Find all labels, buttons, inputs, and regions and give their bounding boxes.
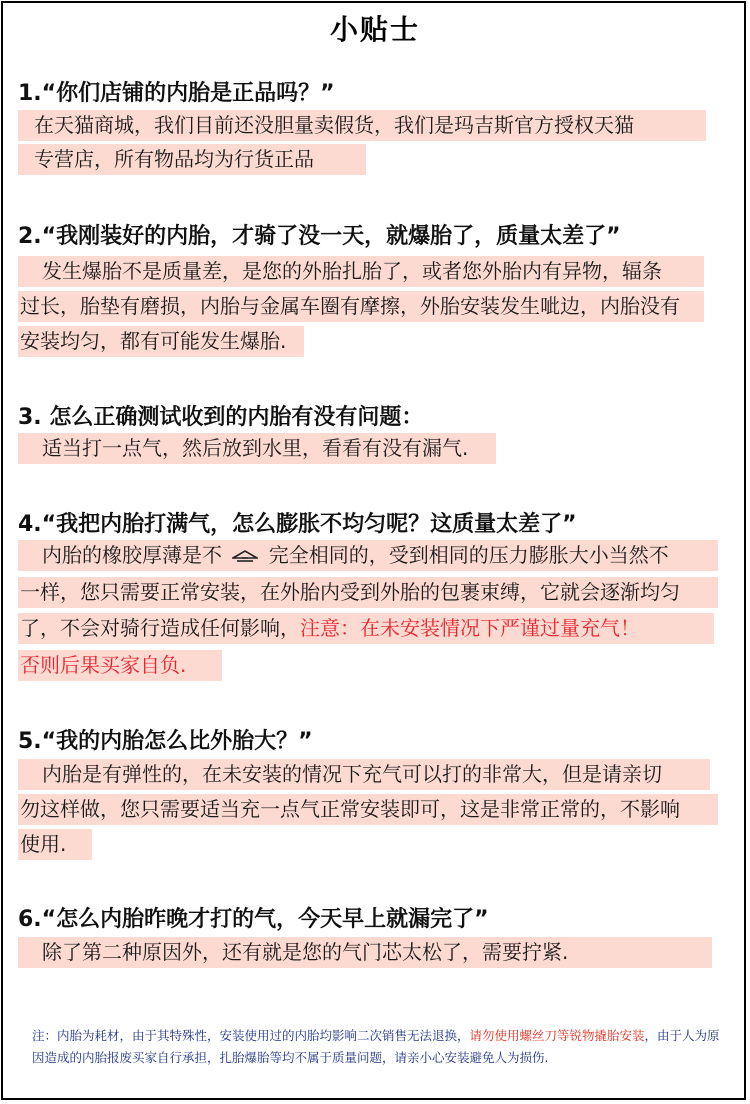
faq-answer-4-line-1 <box>18 540 718 571</box>
footer-note-part-3: ，由于人为原因造成的内胎报废买家自行承担，扎胎爆胎等均不属于质量问题，请亲小心安装避免人为损伤. <box>32 1028 720 1065</box>
faq-answer-4-line-3-text: 了，不会对骑行造成任何影响， <box>20 616 300 640</box>
faq-question-3: 3. 怎么正确测试收到的内胎有没有问题： <box>18 405 424 430</box>
footer-note-part-1: 注：内胎为耗材，由于其特殊性，安装使用过的内胎均影响二次销售无法退换， <box>32 1028 470 1043</box>
faq-question-2: 2.“我刚装好的内胎，才骑了没一天，就爆胎了，质量太差了” <box>18 224 621 249</box>
faq-answer-4-line-1-start: 内胎的橡胶厚薄是不 <box>42 543 222 567</box>
faq-answer-1-line-1: 在天猫商城，我们目前还没胆量卖假货，我们是玛吉斯官方授权天猫 <box>18 110 706 141</box>
faq-answer-4-warning: 注意：在未安装情况下严谨过量充气！ <box>300 616 640 640</box>
faq-answer-2-line-2: 过长，胎垫有磨损，内胎与金属车圈有摩擦，外胎安装发生呲边，内胎没有 <box>18 291 704 322</box>
faq-answer-4-line-4: 否则后果买家自负. <box>18 650 222 681</box>
faq-answer-2-line-3: 安装均匀，都有可能发生爆胎. <box>18 326 304 357</box>
footer-note <box>32 1025 722 1069</box>
faq-answer-6-line-1: 除了第二种原因外，还有就是您的气门芯太松了，需要拧紧. <box>18 937 712 968</box>
hat-icon <box>232 541 258 555</box>
faq-question-1: 1.“你们店铺的内胎是正品吗？” <box>18 81 335 106</box>
faq-answer-2-line-1: 发生爆胎不是质量差，是您的外胎扎胎了，或者您外胎内有异物，辐条 <box>18 256 704 287</box>
faq-answer-4-line-2: 一样，您只需要正常安装，在外胎内受到外胎的包裹束缚，它就会逐渐均匀 <box>18 577 718 608</box>
faq-answer-5-line-1: 内胎是有弹性的，在未安装的情况下充气可以打的非常大，但是请亲切 <box>18 759 710 790</box>
faq-question-4: 4.“我把内胎打满气，怎么膨胀不均匀呢？这质量太差了” <box>18 512 577 537</box>
faq-answer-5-line-2: 勿这样做，您只需要适当充一点气正常安装即可，这是非常正常的，不影响 <box>18 794 718 825</box>
faq-answer-3-line-1: 适当打一点气，然后放到水里，看看有没有漏气. <box>18 433 496 464</box>
faq-answer-5-line-3: 使用. <box>18 829 92 860</box>
faq-question-6: 6.“怎么内胎昨晚才打的气，今天早上就漏完了” <box>18 907 489 932</box>
faq-answer-4-line-3 <box>18 613 714 644</box>
faq-question-5: 5.“我的内胎怎么比外胎大？” <box>18 729 313 754</box>
faq-answer-4-line-1-end: 完全相同的，受到相同的压力膨胀大小当然不 <box>268 543 669 567</box>
footer-note-warning: 请勿使用螺丝刀等锐物撬胎安装 <box>469 1028 645 1043</box>
faq-answer-1-line-2: 专营店，所有物品均为行货正品 <box>18 144 366 175</box>
page-title: 小贴士 <box>329 13 420 46</box>
